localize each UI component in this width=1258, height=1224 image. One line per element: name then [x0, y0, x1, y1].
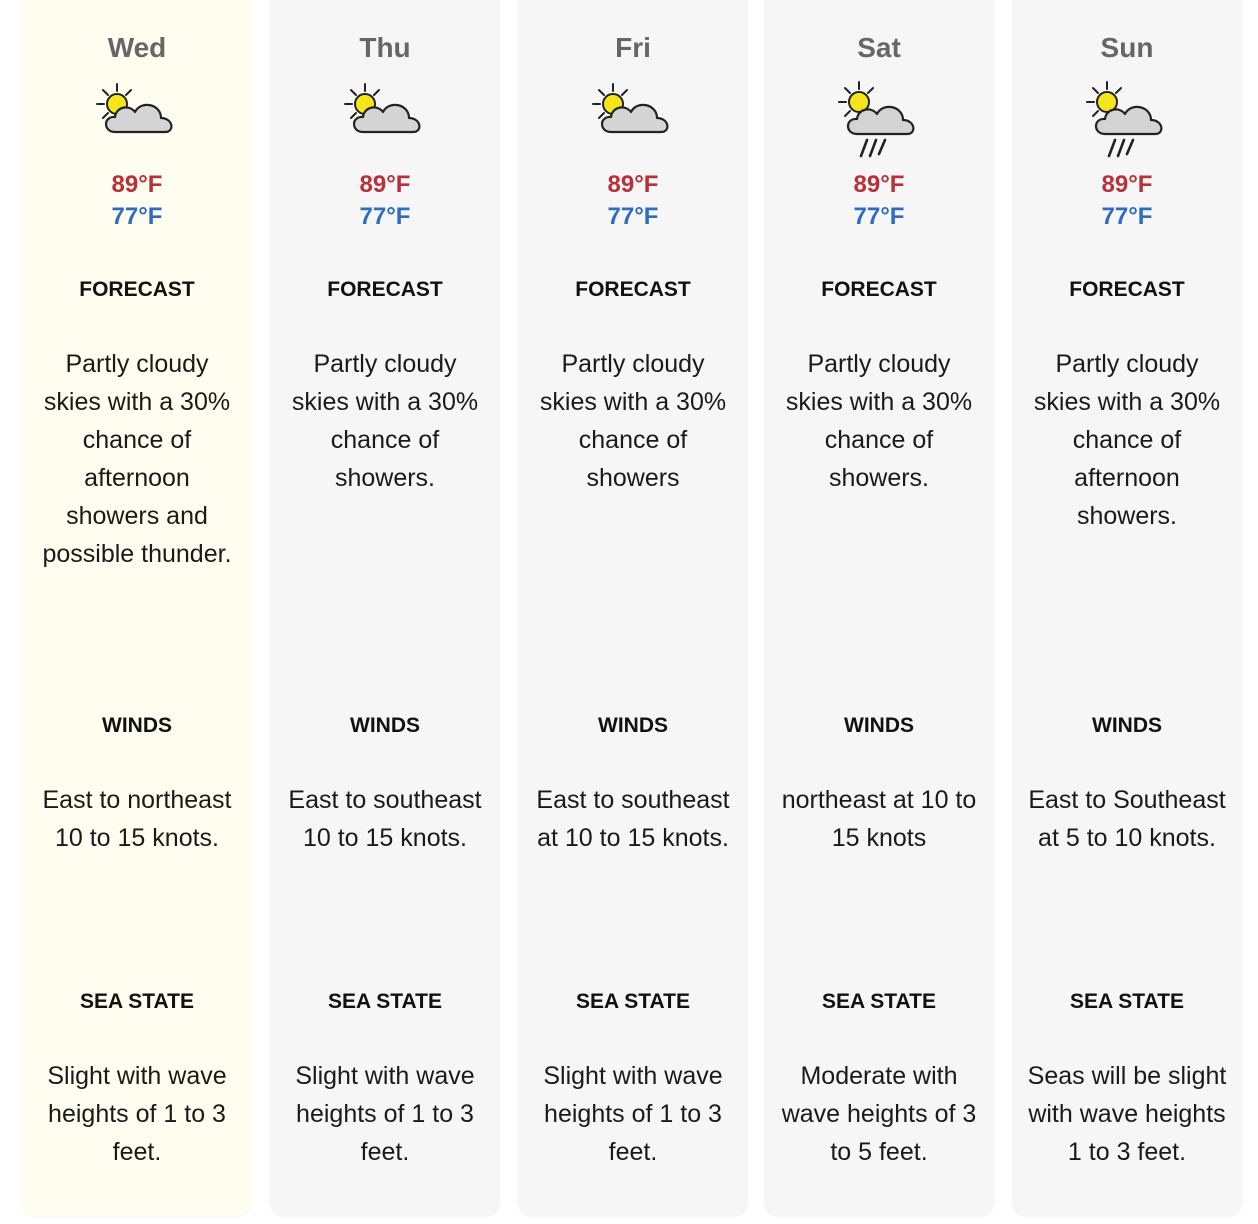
- forecast-heading: FORECAST: [327, 278, 443, 301]
- forecast-text: Partly cloudy skies with a 30% chance of showers.: [291, 350, 479, 492]
- partly-cloudy-icon: [591, 80, 675, 164]
- sun-rain-cloud-icon: [1085, 80, 1169, 164]
- low-temp: 77°F: [607, 203, 659, 230]
- winds-text: East to Southeast at 5 to 10 knots.: [1028, 786, 1226, 852]
- day-name: Wed: [107, 32, 167, 63]
- day-card-wed: [22, 0, 252, 1216]
- winds-heading: WINDS: [102, 714, 172, 737]
- winds-heading: WINDS: [844, 714, 914, 737]
- winds-text: East to southeast 10 to 15 knots.: [288, 786, 482, 852]
- high-temp: 89°F: [1101, 171, 1153, 198]
- forecast-text: Partly cloudy skies with a 30% chance of afternoon showers and possible thunder.: [42, 350, 232, 568]
- low-temp: 77°F: [359, 203, 411, 230]
- winds-text: northeast at 10 to 15 knots: [781, 786, 977, 852]
- day-card-fri: [518, 0, 748, 1216]
- forecast-text: Partly cloudy skies with a 30% chance of afternoon showers.: [1033, 350, 1221, 530]
- day-name: Thu: [359, 32, 411, 63]
- sun-rain-cloud-icon: [837, 80, 921, 164]
- day-name: Sun: [1100, 32, 1154, 63]
- winds-heading: WINDS: [1092, 714, 1162, 737]
- day-card-sat: [764, 0, 994, 1216]
- sea-state-heading: SEA STATE: [80, 990, 194, 1013]
- sea-state-text: Moderate with wave heights of 3 to 5 feet.: [781, 1062, 977, 1166]
- sea-state-heading: SEA STATE: [1070, 990, 1184, 1013]
- forecast-heading: FORECAST: [821, 278, 937, 301]
- day-card-thu: [270, 0, 500, 1216]
- forecast-heading: FORECAST: [575, 278, 691, 301]
- low-temp: 77°F: [853, 203, 905, 230]
- high-temp: 89°F: [359, 171, 411, 198]
- forecast-text: Partly cloudy skies with a 30% chance of showers: [539, 350, 727, 492]
- high-temp: 89°F: [607, 171, 659, 198]
- sea-state-heading: SEA STATE: [576, 990, 690, 1013]
- forecast-text: Partly cloudy skies with a 30% chance of showers.: [785, 350, 973, 492]
- partly-cloudy-icon: [343, 80, 427, 164]
- winds-heading: WINDS: [598, 714, 668, 737]
- forecast-heading: FORECAST: [79, 278, 195, 301]
- sea-state-heading: SEA STATE: [822, 990, 936, 1013]
- low-temp: 77°F: [1101, 203, 1153, 230]
- winds-text: East to northeast 10 to 15 knots.: [42, 786, 232, 852]
- high-temp: 89°F: [853, 171, 905, 198]
- sea-state-text: Seas will be slight with wave heights 1 to 3 feet.: [1027, 1062, 1227, 1166]
- sea-state-text: Slight with wave heights of 1 to 3 feet.: [543, 1062, 723, 1166]
- partly-cloudy-icon: [95, 80, 179, 164]
- sea-state-text: Slight with wave heights of 1 to 3 feet.: [295, 1062, 475, 1166]
- day-name: Fri: [615, 32, 651, 63]
- forecast-heading: FORECAST: [1069, 278, 1185, 301]
- high-temp: 89°F: [111, 171, 163, 198]
- day-card-sun: [1012, 0, 1242, 1216]
- sea-state-text: Slight with wave heights of 1 to 3 feet.: [47, 1062, 227, 1166]
- low-temp: 77°F: [111, 203, 163, 230]
- winds-heading: WINDS: [350, 714, 420, 737]
- sea-state-heading: SEA STATE: [328, 990, 442, 1013]
- winds-text: East to southeast at 10 to 15 knots.: [536, 786, 730, 852]
- day-name: Sat: [857, 32, 901, 63]
